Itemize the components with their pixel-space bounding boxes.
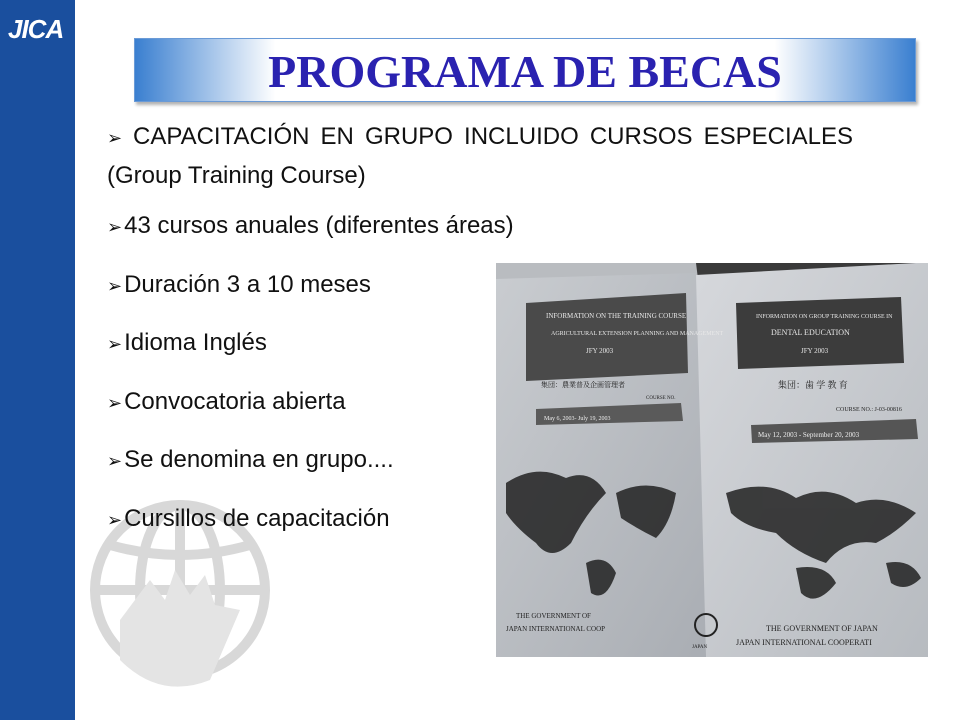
left-doc-course-no: COURSE NO. [646, 396, 676, 401]
left-doc-japanese: 集団：農業普及企画管理者 [541, 381, 625, 389]
left-doc-footer1: THE GOVERNMENT OF [516, 612, 591, 620]
left-doc-header: INFORMATION ON THE TRAINING COURSE [546, 312, 687, 320]
list-item [107, 446, 514, 505]
bullet-arrow-icon: ➢ [107, 217, 123, 237]
list-item-label: Se denomina en grupo.... [124, 446, 394, 473]
right-doc-japanese: 集団：歯 学 教 育 [778, 380, 848, 390]
right-doc-dates: May 12, 2003 - September 20, 2003 [758, 431, 860, 439]
left-doc-course: AGRICULTURAL EXTENSION PLANNING AND MANAGEMENT [551, 331, 724, 337]
bullet-arrow-icon: ➢ [107, 275, 123, 296]
list-item-label: 43 cursos anuales (diferentes áreas) [124, 212, 514, 239]
list-item-label: Idioma Inglés [124, 329, 267, 356]
right-doc-year: JFY 2003 [801, 347, 829, 355]
bullet-list [107, 212, 514, 563]
bullet-arrow-icon: ➢ [107, 451, 123, 471]
page-title: PROGRAMA DE BECAS [268, 46, 782, 97]
jica-logo: JICA [8, 14, 64, 44]
right-doc-course-no: COURSE NO.: J-03-00816 [836, 407, 902, 413]
intro-text: CAPACITACIÓN EN GRUPO INCLUIDO CURSOS ESPECIALES (Group Training Course) [107, 123, 853, 189]
list-item [107, 505, 514, 564]
right-doc-badge: JAPAN [692, 645, 708, 650]
brochure-photo [496, 263, 928, 657]
list-item-label: Cursillos de capacitación [124, 504, 390, 532]
list-item [107, 329, 514, 388]
list-item [107, 212, 514, 271]
right-doc-header: INFORMATION ON GROUP TRAINING COURSE IN [756, 314, 893, 320]
left-doc-dates: May 6, 2003- July 19, 2003 [544, 416, 611, 422]
right-doc-footer1: THE GOVERNMENT OF JAPAN [766, 624, 878, 633]
intro-paragraph [107, 118, 853, 195]
bullet-arrow-icon: ➢ [107, 392, 123, 413]
list-item [107, 388, 514, 447]
bullet-arrow-icon: ➢ [107, 334, 123, 354]
left-doc-footer2: JAPAN INTERNATIONAL COOP [506, 625, 606, 633]
left-doc-year: JFY 2003 [586, 347, 614, 355]
sidebar [0, 0, 75, 720]
right-doc-footer2: JAPAN INTERNATIONAL COOPERATI [736, 638, 872, 647]
right-doc-course: DENTAL EDUCATION [771, 328, 850, 337]
bullet-arrow-icon: ➢ [107, 128, 123, 148]
title-banner [134, 38, 916, 102]
list-item [107, 271, 514, 330]
list-item-label: Convocatoria abierta [124, 387, 346, 415]
list-item-label: Duración 3 a 10 meses [124, 270, 371, 298]
bullet-arrow-icon: ➢ [107, 509, 123, 530]
